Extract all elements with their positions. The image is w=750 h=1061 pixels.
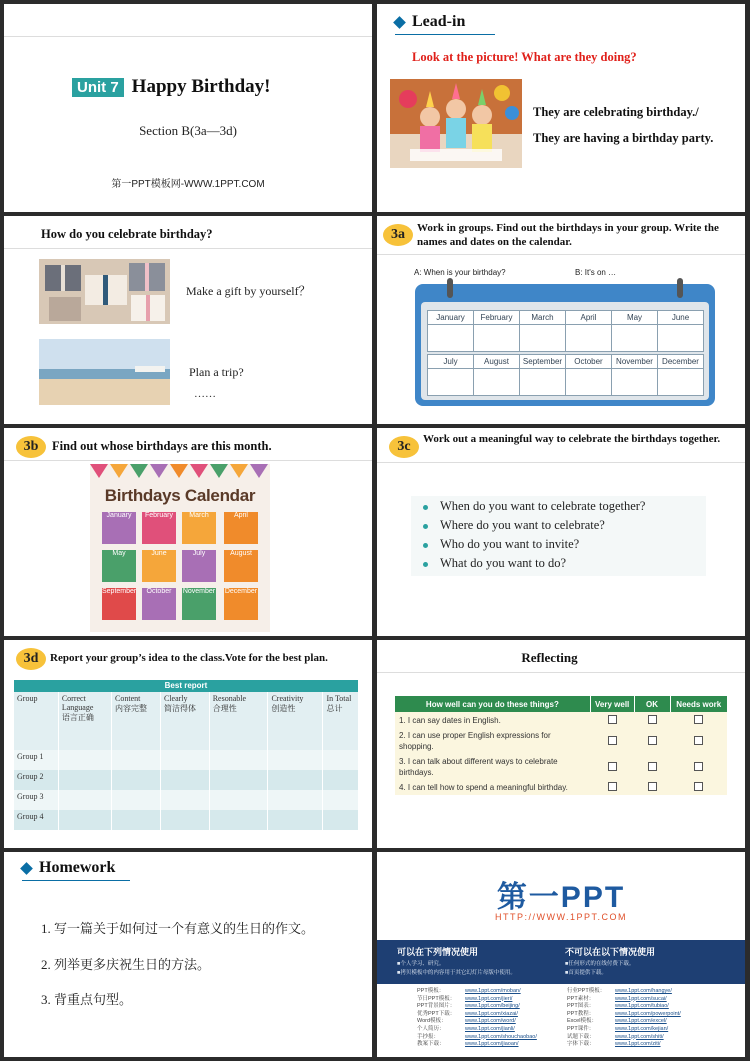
- calendar-date-cell[interactable]: [519, 368, 566, 396]
- link-label: Word模板：: [417, 1018, 447, 1025]
- checkbox-icon[interactable]: [648, 715, 657, 724]
- checkbox-icon[interactable]: [694, 736, 703, 745]
- link-label: 字体下载：: [567, 1041, 595, 1048]
- links-right: [567, 988, 681, 1049]
- calendar-month-label: February: [473, 310, 520, 325]
- header-en: Correct Language: [61, 694, 94, 712]
- header-zh: 总计: [326, 704, 343, 713]
- slide-3c: [377, 428, 745, 636]
- month-card: June: [142, 550, 176, 582]
- question-item: [423, 518, 605, 533]
- homework-task: 1. 写一篇关于如何过一个有意义的生日的作文。: [41, 921, 315, 936]
- birthday-calendar-poster: [90, 464, 270, 632]
- reflection-header-row: [395, 696, 727, 712]
- question-item: [423, 537, 579, 552]
- checkbox-cell[interactable]: [670, 728, 727, 754]
- checkbox-icon[interactable]: [648, 762, 657, 771]
- header-en: Clearly: [163, 694, 188, 703]
- beach-illustration: [39, 339, 170, 405]
- report-grid: [14, 692, 358, 830]
- checkbox-icon[interactable]: [694, 782, 703, 791]
- link-label: PPT课件：: [567, 1025, 595, 1032]
- header-en: Group: [17, 694, 38, 703]
- link-url[interactable]: www.1ppt.com/tubiao/: [615, 1003, 669, 1010]
- month-card: August: [224, 550, 258, 582]
- resource-link[interactable]: [417, 1003, 537, 1011]
- link-url[interactable]: www.1ppt.com/jianli/: [465, 1025, 515, 1032]
- reflection-item: 4. I can tell how to spend a meaningful birthday.: [399, 783, 568, 792]
- diamond-icon: [20, 862, 33, 875]
- link-url[interactable]: www.1ppt.com/moban/: [465, 988, 521, 994]
- checkbox-icon[interactable]: [608, 762, 617, 771]
- row-label: Group 1: [17, 752, 44, 761]
- header-en: In Total: [326, 694, 352, 703]
- resource-link[interactable]: [417, 1018, 537, 1026]
- link-label: 手抄报：: [417, 1033, 440, 1040]
- calendar-date-cell[interactable]: [427, 324, 474, 352]
- bunting-icon: [90, 464, 270, 480]
- header-zh: 内容完整: [115, 704, 148, 713]
- usage-banner: [377, 940, 745, 984]
- checkbox-icon[interactable]: [608, 782, 617, 791]
- link-url[interactable]: www.1ppt.com/xiazai/: [465, 1010, 518, 1017]
- badge-3c: 3c: [389, 436, 419, 458]
- link-url[interactable]: www.1ppt.com/shouchaobao/: [465, 1033, 537, 1040]
- celebrate-question: How do you celebrate birthday?: [41, 227, 213, 241]
- ppt-url[interactable]: HTTP://WWW.1PPT.COM: [495, 912, 627, 922]
- month-card: December: [224, 588, 258, 620]
- question-item: [423, 499, 645, 514]
- resource-link[interactable]: [567, 1041, 681, 1049]
- bullet-icon: [423, 505, 428, 510]
- link-url[interactable]: www.1ppt.com/jieri/: [465, 995, 513, 1002]
- slide-3b: [4, 428, 372, 636]
- homework-task: 3. 背重点句型。: [41, 992, 133, 1007]
- reflection-item: 3. I can talk about different ways to celebrate birthdays.: [399, 757, 558, 777]
- resource-link[interactable]: [417, 988, 537, 996]
- link-label: PPT背景图片：: [417, 1003, 456, 1010]
- month-card: March: [182, 512, 216, 544]
- unit-badge: Unit 7: [72, 78, 124, 97]
- link-url[interactable]: www.1ppt.com/ziti/: [615, 1041, 661, 1048]
- gift-illustration: [39, 259, 170, 324]
- header-zh: 语言正确: [61, 713, 94, 722]
- bullet-icon: [423, 524, 428, 529]
- checkbox-cell[interactable]: [634, 780, 670, 795]
- forbidden-title: 不可以在以下情况使用: [565, 947, 656, 957]
- slide-celebrate: [4, 216, 372, 424]
- homework-heading-text: Homework: [39, 859, 116, 876]
- month-card: September: [102, 588, 136, 620]
- header-zh: 简洁得体: [163, 704, 196, 713]
- header-cell: [323, 692, 358, 750]
- link-url[interactable]: www.1ppt.com/excel/: [615, 1018, 667, 1025]
- checkbox-cell[interactable]: [590, 754, 634, 780]
- allowed-title: 可以在下列情况使用: [397, 947, 479, 957]
- checkbox-cell[interactable]: [670, 712, 727, 728]
- calendar-month-label: November: [611, 354, 658, 369]
- checkbox-icon[interactable]: [648, 736, 657, 745]
- calendar-month-label: October: [565, 354, 612, 369]
- month-card: April: [224, 512, 258, 544]
- instruction-3a: Work in groups. Find out the birthdays in your group. Write the names and dates on the calendar.: [417, 222, 719, 248]
- link-url[interactable]: www.1ppt.com/beijing/: [465, 1003, 520, 1010]
- checkbox-cell[interactable]: [590, 728, 634, 754]
- divider: [4, 36, 372, 37]
- header-cell: Needs work: [670, 696, 727, 712]
- allowed-item: ■拷贝模板中的内容用于其它幻灯片母版中使用。: [397, 970, 516, 976]
- header-cell: [268, 692, 323, 750]
- link-url[interactable]: www.1ppt.com/powerpoint/: [615, 1010, 681, 1017]
- question-text: Who do you want to invite?: [440, 537, 580, 551]
- row-label: Group 4: [17, 812, 44, 821]
- header-cell: OK: [634, 696, 670, 712]
- resource-link[interactable]: [567, 1003, 681, 1011]
- forbidden-item: ■首页提供下载。: [565, 970, 607, 976]
- reflection-item: 1. I can say dates in English.: [399, 715, 501, 725]
- slide-title-text: Happy Birthday!: [131, 76, 271, 97]
- calendar-date-cell[interactable]: [427, 368, 474, 396]
- party-photo-illustration: [390, 79, 522, 168]
- calendar-title: Birthdays Calendar: [104, 486, 256, 505]
- link-url[interactable]: www.1ppt.com/word/: [465, 1018, 516, 1025]
- heading-underline: [395, 34, 495, 35]
- calendar-date-cell[interactable]: [657, 324, 704, 352]
- bullet-icon: [423, 562, 428, 567]
- reflecting-title: Reflecting: [521, 650, 578, 665]
- header-en: Creativity: [271, 694, 304, 703]
- reflection-table: [395, 696, 727, 795]
- instruction-3b: Find out whose birthdays are this month.: [52, 439, 272, 453]
- reflection-row: [395, 780, 727, 795]
- resource-link[interactable]: [567, 988, 681, 996]
- checkbox-icon[interactable]: [648, 782, 657, 791]
- calendar-month-label: March: [519, 310, 566, 325]
- section-label: Section B(3a—3d): [139, 123, 237, 138]
- calendar-date-cell[interactable]: [473, 324, 520, 352]
- table-row: [14, 750, 358, 770]
- calendar-month-label: July: [427, 354, 474, 369]
- slide-3a: [377, 216, 745, 424]
- calendar-month-label: September: [519, 354, 566, 369]
- link-label: PPT图表：: [567, 1003, 595, 1010]
- answer-1: They are celebrating birthday./: [533, 105, 699, 119]
- idea-trip: Plan a trip?: [189, 365, 244, 379]
- diamond-icon: [393, 16, 406, 29]
- header-cell: [14, 692, 58, 750]
- lead-in-question: Look at the picture! What are they doing?: [412, 50, 637, 64]
- calendar-ring: [677, 278, 683, 298]
- calendar-month-label: January: [427, 310, 474, 325]
- header-cell: [209, 692, 268, 750]
- calendar-date-cell[interactable]: [473, 368, 520, 396]
- badge-3b: 3b: [16, 436, 46, 458]
- more-ideas: ……: [194, 388, 216, 400]
- table-header-row: [14, 692, 358, 750]
- links-left: [417, 988, 537, 1049]
- link-label: 优秀PPT下载：: [417, 1010, 456, 1017]
- checkbox-icon[interactable]: [694, 715, 703, 724]
- header-cell: [160, 692, 209, 750]
- checkbox-icon[interactable]: [694, 762, 703, 771]
- checkbox-cell[interactable]: [590, 780, 634, 795]
- link-label: 节日PPT模板：: [417, 995, 456, 1002]
- idea-gift: Make a gift by yourself？: [186, 284, 311, 298]
- divider: [4, 248, 372, 249]
- homework-task: 2. 列举更多庆祝生日的方法。: [41, 957, 211, 972]
- link-url[interactable]: www.1ppt.com/hangye/: [615, 988, 672, 994]
- calendar-date-cell[interactable]: [657, 368, 704, 396]
- instruction-3c: Work out a meaningful way to celebrate the birthdays together.: [423, 433, 721, 445]
- calendar-month-label: May: [611, 310, 658, 325]
- gift-photo: [39, 259, 170, 324]
- forbidden-item: ■任何形式的在线付费下载。: [565, 961, 635, 967]
- link-url[interactable]: www.1ppt.com/kejian/: [615, 1025, 669, 1032]
- link-label: PPT模板：: [417, 988, 445, 994]
- calendar-month-label: August: [473, 354, 520, 369]
- header-cell: How well can you do these things?: [425, 699, 559, 709]
- calendar-date-cell[interactable]: [565, 324, 612, 352]
- divider: [377, 254, 745, 255]
- slide-reflecting: [377, 640, 745, 848]
- checkbox-cell[interactable]: [670, 780, 727, 795]
- resource-link[interactable]: [417, 1026, 537, 1034]
- month-card: July: [182, 550, 216, 582]
- question-text: Where do you want to celebrate?: [440, 518, 605, 532]
- reflection-row: [395, 712, 727, 728]
- calendar-date-cell[interactable]: [519, 324, 566, 352]
- header-cell: [58, 692, 111, 750]
- badge-3d: 3d: [16, 648, 46, 670]
- resource-link[interactable]: [567, 1018, 681, 1026]
- heading-underline: [22, 880, 130, 881]
- slide-homework: [4, 852, 372, 1057]
- checkbox-cell[interactable]: [634, 712, 670, 728]
- header-zh: 合理性: [212, 704, 237, 713]
- instruction-3d: Report your group’s idea to the class.Vote for the best plan.: [50, 652, 328, 664]
- checkbox-icon[interactable]: [608, 736, 617, 745]
- divider: [4, 460, 372, 461]
- party-photo: [390, 79, 522, 168]
- checkbox-cell[interactable]: [634, 728, 670, 754]
- link-label: 试题下载：: [567, 1033, 595, 1040]
- question-item: [423, 556, 566, 571]
- checkbox-cell[interactable]: [670, 754, 727, 780]
- checkbox-cell[interactable]: [634, 754, 670, 780]
- calendar-date-cell[interactable]: [611, 324, 658, 352]
- link-label: 个人简历：: [417, 1025, 445, 1032]
- link-url[interactable]: www.1ppt.com/sucai/: [615, 995, 667, 1002]
- prompt-a: A: When is your birthday?: [414, 268, 506, 277]
- reflection-row: [395, 754, 727, 780]
- header-cell: [112, 692, 161, 750]
- resource-link[interactable]: [567, 1026, 681, 1034]
- badge-3a: 3a: [383, 224, 413, 246]
- best-report-title: Best report: [14, 680, 358, 692]
- question-text: What do you want to do?: [440, 556, 567, 570]
- question-text: When do you want to celebrate together?: [440, 499, 646, 513]
- calendar: [415, 284, 715, 406]
- link-label: 行业PPT模板：: [567, 988, 606, 994]
- site-label: 第一PPT模板网-WWW.1PPT.COM: [111, 179, 265, 190]
- calendar-date-cell[interactable]: [565, 368, 612, 396]
- resource-link[interactable]: [417, 1041, 537, 1049]
- table-row: [14, 810, 358, 830]
- lead-in-heading-text: Lead-in: [412, 13, 466, 30]
- allowed-item: ■个人学习、研究。: [397, 961, 445, 967]
- ppt-logo: 第一PPT: [496, 881, 626, 914]
- calendar-month-label: December: [657, 354, 704, 369]
- divider: [377, 462, 745, 463]
- bullet-icon: [423, 543, 428, 548]
- link-label: PPT教程：: [567, 1010, 595, 1017]
- month-card: October: [142, 588, 176, 620]
- link-label: Excel模板：: [567, 1018, 597, 1025]
- checkbox-cell[interactable]: [590, 712, 634, 728]
- beach-photo: [39, 339, 170, 405]
- slide-3d: [4, 640, 372, 848]
- row-label: Group 3: [17, 792, 44, 801]
- header-en: Resonable: [212, 694, 247, 703]
- month-card: November: [182, 588, 216, 620]
- calendar-month-label: June: [657, 310, 704, 325]
- homework-heading: [22, 859, 115, 877]
- header-zh: 创造性: [271, 704, 296, 713]
- header-en: Content: [115, 694, 141, 703]
- slide-credits: [377, 852, 745, 1057]
- divider: [377, 672, 745, 673]
- link-url[interactable]: www.1ppt.com/jiaoan/: [465, 1041, 519, 1048]
- calendar-date-cell[interactable]: [611, 368, 658, 396]
- best-report-table: [14, 680, 358, 830]
- questions-box: [411, 496, 706, 576]
- link-url[interactable]: www.1ppt.com/shiti/: [615, 1033, 664, 1040]
- title-row: [72, 76, 271, 98]
- lead-in-heading: [395, 13, 465, 31]
- header-cell: Very well: [590, 696, 634, 712]
- answer-2: They are having a birthday party.: [533, 131, 714, 145]
- calendar-ring: [447, 278, 453, 298]
- table-row: [14, 770, 358, 790]
- prompt-b: B: It's on …: [575, 268, 617, 277]
- month-card: February: [142, 512, 176, 544]
- checkbox-icon[interactable]: [608, 715, 617, 724]
- row-label: Group 2: [17, 772, 44, 781]
- month-card: May: [102, 550, 136, 582]
- reflection-item: 2. I can use proper English expressions for shopping.: [399, 731, 551, 751]
- slide-lead-in: [377, 4, 745, 212]
- slide-title: [4, 4, 372, 212]
- calendar-month-label: April: [565, 310, 612, 325]
- month-card: January: [102, 512, 136, 544]
- link-label: 教案下载：: [417, 1041, 445, 1048]
- link-label: PPT素材：: [567, 995, 595, 1002]
- table-row: [14, 790, 358, 810]
- reflection-row: [395, 728, 727, 754]
